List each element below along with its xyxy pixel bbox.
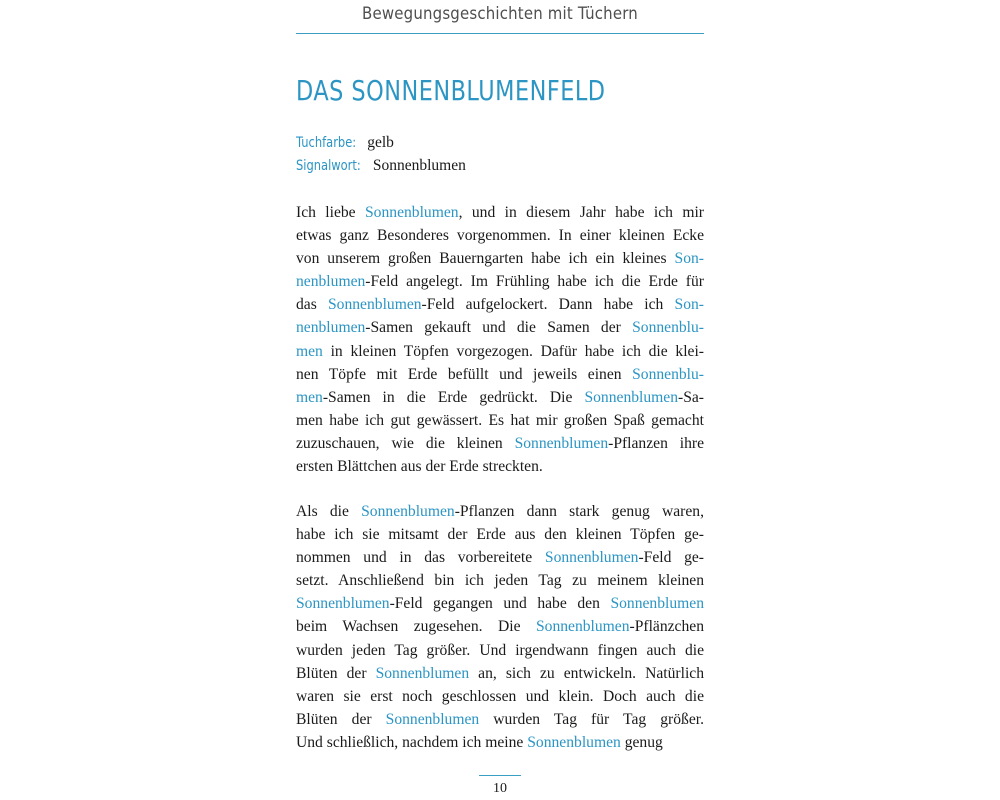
- text-segment: -Pflanzen dann stark genug waren,: [454, 503, 704, 520]
- text-line: [296, 363, 704, 386]
- text-segment: -Pflanzen ihre: [608, 434, 704, 452]
- text-segment: Ich liebe: [296, 204, 365, 221]
- paragraph-2: [296, 500, 704, 754]
- text-line: [296, 409, 704, 432]
- chapter-title: DAS SONNENBLUMENFELD: [296, 74, 606, 107]
- text-line: [296, 432, 704, 455]
- text-line: [296, 662, 704, 685]
- highlighted-word: Sonnenblumen: [296, 595, 390, 613]
- text-segment: , und in diesem Jahr habe ich mir: [458, 204, 704, 221]
- text-segment: Blüten der: [296, 664, 376, 682]
- highlighted-word: Sonnenblumen: [361, 503, 455, 520]
- text-line: [296, 523, 704, 546]
- text-segment: Und schließlich, nachdem ich meine: [296, 733, 528, 751]
- text-line: [296, 615, 704, 638]
- text-segment: habe ich sie mitsamt der Erde aus den kleinen Töpfen ge-: [296, 526, 704, 544]
- highlighted-word: Sonnenblu-: [632, 365, 704, 383]
- highlighted-word: Sonnenblumen: [514, 434, 609, 452]
- paragraph-1: [296, 201, 704, 478]
- text-segment: etwas ganz Besonderes vorgenommen. In einer kleinen Ecke: [296, 227, 704, 245]
- text-segment: -Feld aufgelockert. Dann habe ich: [421, 296, 675, 314]
- highlighted-word: nenblumen: [296, 319, 366, 337]
- highlighted-word: Sonnenblumen: [365, 204, 459, 221]
- signal-word-value: Sonnenblumen: [372, 157, 466, 174]
- text-segment: -Samen in die Erde gedrückt. Die: [322, 388, 585, 406]
- cloth-color-label: Tuchfarbe:: [296, 135, 357, 151]
- text-segment: -Sa-: [678, 388, 704, 406]
- text-segment: wurden Tag für Tag größer.: [479, 710, 704, 728]
- highlighted-word: Sonnenblumen: [327, 296, 422, 314]
- text-line: [296, 340, 704, 363]
- text-segment: nommen und in das vorbereitete: [296, 549, 545, 567]
- text-line: [296, 455, 704, 478]
- text-segment: nen Töpfe mit Erde befüllt und jeweils einen: [296, 365, 633, 383]
- text-segment: Als die: [296, 503, 362, 520]
- cloth-color-value: gelb: [367, 134, 394, 151]
- text-segment: -Feld angelegt. Im Frühling habe ich die Erde für: [365, 273, 704, 291]
- text-line: [296, 639, 704, 662]
- running-header: Bewegungsgeschichten mit Tüchern: [362, 4, 638, 24]
- footer-rule: [479, 775, 521, 776]
- text-line: [296, 293, 704, 316]
- text-segment: -Feld gegangen und habe den: [389, 595, 611, 613]
- highlighted-word: Sonnenblumen: [375, 664, 470, 682]
- highlighted-word: Sonnenblumen: [610, 595, 704, 613]
- text-line: [296, 731, 704, 754]
- text-segment: setzt. Anschließend bin ich jeden Tag zu meinem kleinen: [296, 572, 704, 590]
- highlighted-word: Sonnenblumen: [535, 618, 630, 636]
- text-segment: in kleinen Töpfen vorgezogen. Dafür habe ich die klei-: [322, 342, 704, 360]
- signal-word-line: [296, 157, 466, 175]
- highlighted-word: men: [296, 342, 323, 360]
- text-segment: men habe ich gut gewässert. Es hat mir großen Spaß gemacht: [296, 411, 704, 429]
- text-segment: -Samen gekauft und die Samen der: [365, 319, 633, 337]
- highlighted-word: Son-: [674, 250, 704, 268]
- highlighted-word: Sonnenblumen: [527, 733, 621, 751]
- text-segment: an, sich zu entwickeln. Natürlich: [469, 664, 704, 682]
- text-line: [296, 500, 704, 523]
- highlighted-word: Sonnenblumen: [385, 710, 480, 728]
- highlighted-word: men: [296, 388, 323, 406]
- text-segment: waren sie erst noch geschlossen und klein. Doch auch die: [296, 687, 704, 705]
- text-segment: ersten Blättchen aus der Erde streckten.: [296, 458, 543, 476]
- highlighted-word: Sonnenblumen: [584, 388, 679, 406]
- text-segment: -Feld ge-: [638, 549, 704, 567]
- highlighted-word: nenblumen: [296, 273, 366, 291]
- text-segment: beim Wachsen zugesehen. Die: [296, 618, 536, 636]
- text-line: [296, 569, 704, 592]
- text-line: [296, 224, 704, 247]
- page-number: 10: [493, 781, 507, 796]
- text-line: [296, 708, 704, 731]
- text-segment: wurden jeden Tag größer. Und irgendwann fingen auch die: [296, 641, 704, 659]
- text-line: [296, 316, 704, 339]
- text-line: [296, 685, 704, 708]
- text-line: [296, 592, 704, 615]
- text-line: [296, 270, 704, 293]
- cloth-color-line: [296, 134, 394, 152]
- text-segment: zuzuschauen, wie die kleinen: [296, 434, 515, 452]
- text-segment: -Pflänzchen: [629, 618, 704, 636]
- header-rule: [296, 33, 704, 34]
- text-segment: Blüten der: [296, 710, 386, 728]
- text-line: [296, 247, 704, 270]
- signal-word-label: Signalwort:: [296, 158, 361, 174]
- text-segment: genug: [620, 733, 663, 751]
- text-segment: das: [296, 296, 328, 314]
- highlighted-word: Sonnenblu-: [632, 319, 704, 337]
- highlighted-word: Son-: [674, 296, 704, 314]
- text-segment: von unserem großen Bauerngarten habe ich ein kleines: [296, 250, 675, 268]
- text-line: [296, 546, 704, 569]
- text-line: [296, 386, 704, 409]
- highlighted-word: Sonnenblumen: [544, 549, 639, 567]
- text-line: [296, 201, 704, 224]
